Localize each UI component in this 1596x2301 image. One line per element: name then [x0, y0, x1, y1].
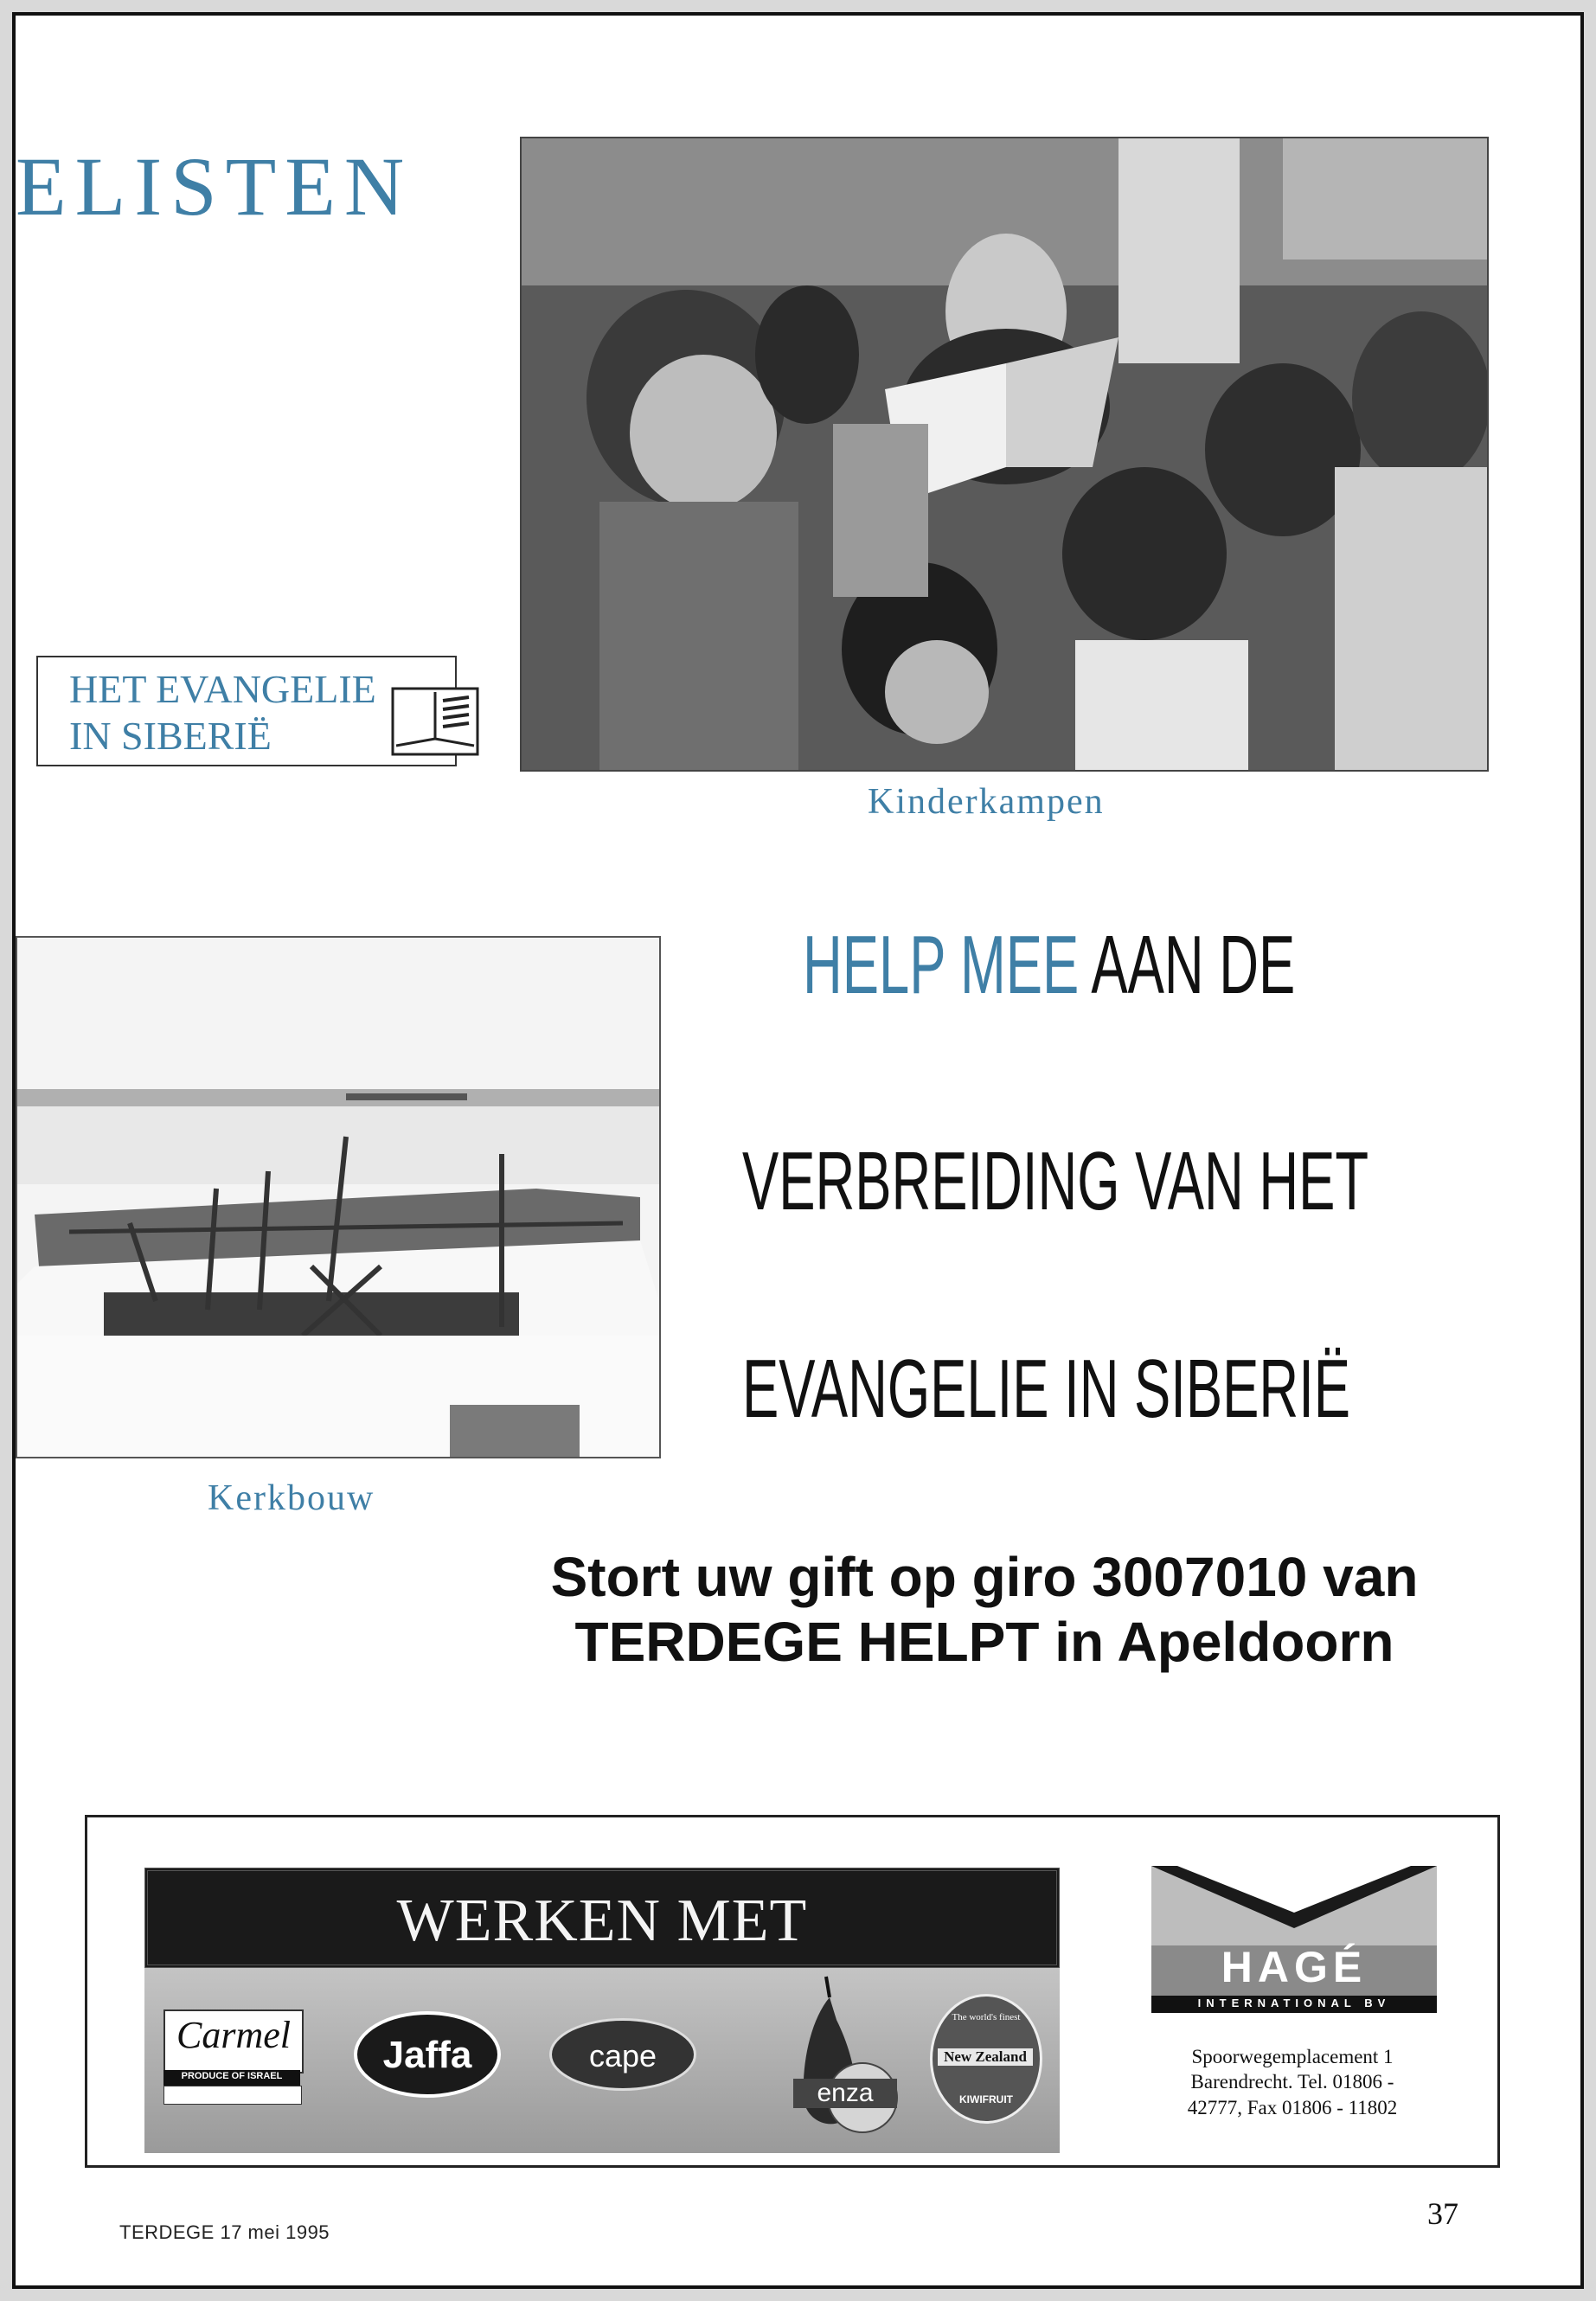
jaffa-logo: [354, 2011, 501, 2098]
headline-line1-accent: HELP MEE: [803, 919, 1080, 1011]
magazine-page: [12, 12, 1584, 2289]
enza-logo-text: enza: [817, 2079, 874, 2107]
headline-line1: [803, 919, 1296, 1011]
carmel-produce-band: [163, 2070, 300, 2086]
advertisement: [85, 1815, 1500, 2168]
open-book-icon: [388, 682, 483, 760]
carmel-logo-text: Carmel: [176, 2014, 291, 2056]
appeal-line1: Stort uw gift op giro 3007010 van: [550, 1546, 1419, 1608]
page-number: 37: [1427, 2196, 1458, 2231]
photo-kinderkampen: [520, 137, 1489, 772]
photo-label-line1: HET EVANGELIE: [69, 667, 376, 711]
hage-address-line1: Spoorwegemplacement 1: [1191, 2046, 1394, 2067]
ad-banner: [144, 1868, 1060, 1968]
hage-name-text: HAGÉ: [1221, 1943, 1368, 1991]
cape-logo-text: cape: [588, 2038, 657, 2073]
cape-logo: [549, 2018, 696, 2091]
hage-sub-text: INTERNATIONAL BV: [1197, 1997, 1391, 2009]
hage-address-line3: 42777, Fax 01806 - 11802: [1187, 2096, 1398, 2118]
carmel-logo: [163, 2009, 304, 2073]
kiwifruit-bottom-text: KIWIFRUIT: [959, 2093, 1013, 2106]
kiwifruit-name-text: New Zealand: [938, 2048, 1033, 2066]
headline-line2: VERBREIDING VAN HET: [742, 1135, 1369, 1227]
appeal-line2: TERDEGE HELPT in Apeldoorn: [574, 1610, 1394, 1673]
caption-kerkbouw: Kerkbouw: [208, 1478, 375, 1518]
jaffa-logo-text: Jaffa: [382, 2034, 472, 2076]
caption-kinderkampen: Kinderkampen: [868, 782, 1105, 822]
kiwifruit-top-text: The world's finest: [952, 2012, 1021, 2022]
donation-appeal: [483, 1545, 1486, 1675]
headline-line1-rest: AAN DE: [1079, 919, 1296, 1011]
headline-line3: EVANGELIE IN SIBERIË: [742, 1343, 1351, 1435]
carmel-produce-text: PRODUCE OF ISRAEL: [181, 2071, 283, 2081]
photo-church-construction-snow: [17, 938, 659, 1457]
footer-publication: TERDEGE 17 mei 1995: [119, 2221, 330, 2243]
photo-children-reading: [522, 138, 1487, 770]
kiwifruit-logo: [930, 1994, 1042, 2124]
photo-label-line2: IN SIBERIË: [69, 714, 272, 758]
ad-banner-text: WERKEN MET: [396, 1888, 808, 1954]
enza-fruit-icon: [785, 1968, 906, 2141]
brand-logos-strip: [144, 1968, 1060, 2153]
photo-kerkbouw: [16, 936, 661, 1458]
hage-address: [1115, 2044, 1470, 2120]
hage-address-line2: Barendrecht. Tel. 01806 -: [1190, 2071, 1394, 2093]
hage-top-text: IMPORT - EXPORT: [1227, 1866, 1362, 1880]
carmel-stripe: [163, 2086, 302, 2105]
section-title: ELISTEN: [16, 140, 413, 233]
